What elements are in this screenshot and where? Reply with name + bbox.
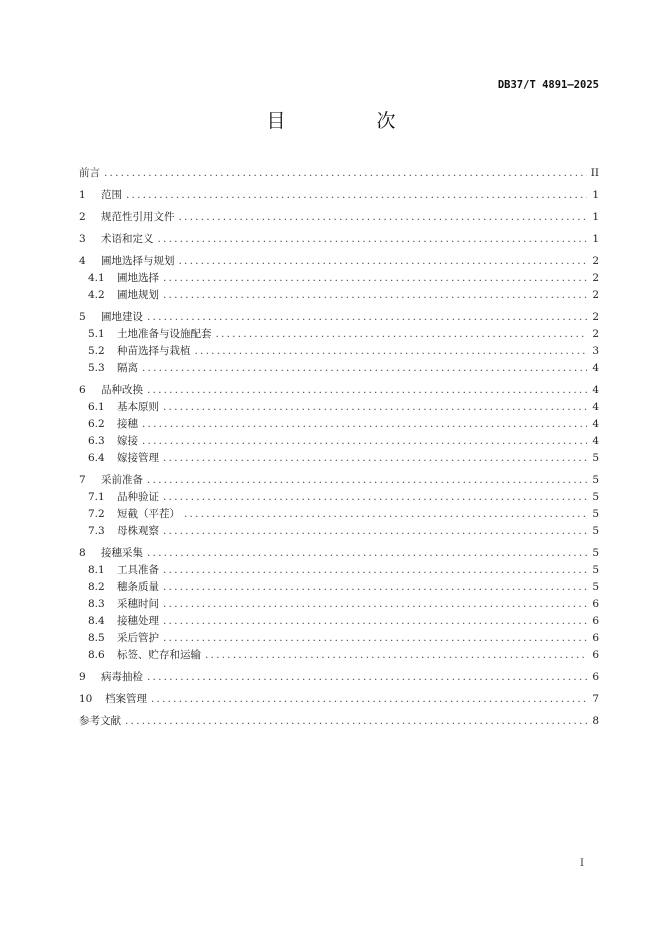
- toc-entry-number: 5.3: [88, 362, 105, 374]
- toc-entry-title[interactable]: 圃地建设: [101, 311, 143, 323]
- toc-entry[interactable]: [79, 399, 599, 416]
- toc-entry-number: 7.1: [88, 491, 105, 503]
- toc-dot-leader: [205, 647, 587, 664]
- toc-entry-number: 8.3: [88, 598, 105, 610]
- toc-entry-number: 8.5: [88, 632, 105, 644]
- toc-entry-number: 2: [79, 211, 86, 223]
- toc-entry-number: 6.1: [88, 401, 105, 413]
- toc-entry-title[interactable]: 圃地选择与规划: [101, 255, 175, 267]
- toc-entry-title[interactable]: 种苗选择与栽植: [117, 345, 191, 357]
- toc-entry-page: 5: [592, 452, 599, 464]
- toc-entry-title[interactable]: 圃地选择: [117, 272, 159, 284]
- toc-entry-page: 1: [592, 211, 599, 223]
- toc-entry[interactable]: [79, 360, 599, 377]
- toc-entry-title[interactable]: 品种验证: [117, 491, 159, 503]
- toc-entry-page: 2: [592, 289, 599, 301]
- toc-entry-title[interactable]: 土地准备与设施配套: [117, 328, 212, 340]
- toc-entry-page: 5: [592, 581, 599, 593]
- toc-dot-leader: [126, 187, 587, 204]
- toc-dot-leader: [163, 630, 587, 647]
- toc-entry-title[interactable]: 采穗时间: [117, 598, 159, 610]
- toc-entry-title[interactable]: 母株观察: [117, 525, 159, 537]
- toc-entry-page: 5: [592, 525, 599, 537]
- toc-entry-title[interactable]: 规范性引用文件: [101, 211, 175, 223]
- toc-entry-number: 6.2: [88, 418, 105, 430]
- toc-entry[interactable]: [79, 647, 599, 664]
- toc-dot-leader: [163, 562, 587, 579]
- toc-entry-number: 7: [79, 474, 86, 486]
- toc-entry-number: 5: [79, 311, 86, 323]
- toc-entry-number: 4: [79, 255, 86, 267]
- toc-entry-title[interactable]: 标签、贮存和运输: [117, 649, 201, 661]
- toc-dot-leader: [163, 613, 587, 630]
- toc-entry-page: 6: [592, 598, 599, 610]
- toc-entry[interactable]: [79, 562, 599, 579]
- toc-entry-title[interactable]: 短截（平茬）: [117, 508, 180, 520]
- toc-dot-leader: [163, 270, 587, 287]
- toc-entry-page: 1: [592, 189, 599, 201]
- toc-entry-page: 4: [592, 418, 599, 430]
- toc-dot-leader: [158, 231, 588, 248]
- toc-entry[interactable]: [79, 450, 599, 467]
- toc-entry-page: 6: [592, 632, 599, 644]
- toc-entry-title[interactable]: 品种改换: [101, 384, 143, 396]
- page-number: I: [580, 858, 584, 869]
- toc-entry-page: II: [590, 167, 599, 179]
- toc-entry[interactable]: [79, 613, 599, 630]
- toc-dot-leader: [125, 713, 587, 730]
- toc-entry-page: 4: [592, 401, 599, 413]
- toc-entry-page: 4: [592, 362, 599, 374]
- toc-entry-number: 7.3: [88, 525, 105, 537]
- toc-entry-page: 6: [592, 615, 599, 627]
- toc-entry-number: 10: [79, 693, 93, 705]
- toc-dot-leader: [147, 309, 587, 326]
- toc-entry-title[interactable]: 范围: [101, 189, 122, 201]
- toc-dot-leader: [147, 545, 587, 562]
- table-of-contents: [79, 165, 599, 730]
- toc-dot-leader: [104, 165, 587, 182]
- toc-entry-page: 5: [592, 547, 599, 559]
- toc-entry-page: 5: [592, 508, 599, 520]
- toc-entry-title[interactable]: 隔离: [117, 362, 138, 374]
- toc-dot-leader: [147, 472, 587, 489]
- toc-dot-leader: [163, 579, 587, 596]
- toc-dot-leader: [142, 433, 587, 450]
- toc-dot-leader: [147, 382, 587, 399]
- toc-entry[interactable]: [79, 545, 599, 562]
- toc-entry-number: 6: [79, 384, 86, 396]
- toc-entry-title[interactable]: 嫁接管理: [117, 452, 159, 464]
- toc-entry[interactable]: [79, 669, 599, 686]
- toc-entry-page: 6: [592, 649, 599, 661]
- toc-entry-page: 5: [592, 491, 599, 503]
- toc-entry-title[interactable]: 工具准备: [117, 564, 159, 576]
- toc-entry[interactable]: [79, 579, 599, 596]
- toc-entry[interactable]: [79, 343, 599, 360]
- document-code: DB37/T 4891—2025: [497, 79, 599, 91]
- toc-entry[interactable]: [79, 270, 599, 287]
- toc-dot-leader: [195, 343, 588, 360]
- toc-entry-number: 1: [79, 189, 86, 201]
- toc-entry-number: 8.1: [88, 564, 105, 576]
- toc-dot-leader: [142, 360, 587, 377]
- toc-entry-page: 1: [592, 233, 599, 245]
- toc-entry-page: 6: [592, 671, 599, 683]
- toc-entry-page: 2: [592, 311, 599, 323]
- toc-dot-leader: [179, 209, 588, 226]
- toc-entry-page: 4: [592, 384, 599, 396]
- toc-entry-title[interactable]: 接穗: [117, 418, 138, 430]
- toc-entry-title[interactable]: 术语和定义: [101, 233, 154, 245]
- toc-dot-leader: [184, 506, 587, 523]
- toc-entry-page: 3: [592, 345, 599, 357]
- toc-entry-title[interactable]: 档案管理: [105, 693, 147, 705]
- toc-entry[interactable]: [79, 713, 599, 730]
- toc-entry[interactable]: [79, 416, 599, 433]
- toc-entry-number: 8: [79, 547, 86, 559]
- toc-entry[interactable]: [79, 187, 599, 204]
- toc-dot-leader: [163, 489, 587, 506]
- toc-entry-number: 3: [79, 233, 86, 245]
- toc-entry-page: 2: [592, 255, 599, 267]
- toc-entry[interactable]: [79, 506, 599, 523]
- toc-entry-number: 6.3: [88, 435, 105, 447]
- toc-entry-title[interactable]: 穗条质量: [117, 581, 159, 593]
- toc-entry[interactable]: [79, 433, 599, 450]
- toc-entry-title[interactable]: 圃地规划: [117, 289, 159, 301]
- toc-entry[interactable]: [79, 596, 599, 613]
- toc-entry-page: 7: [592, 693, 599, 705]
- toc-entry-page: 8: [592, 715, 599, 727]
- toc-entry-page: 2: [592, 328, 599, 340]
- toc-entry-page: 5: [592, 474, 599, 486]
- page-title: 目 次: [266, 110, 432, 132]
- toc-entry[interactable]: [79, 382, 599, 399]
- toc-dot-leader: [142, 416, 587, 433]
- toc-entry[interactable]: [79, 630, 599, 647]
- toc-dot-leader: [163, 287, 587, 304]
- toc-entry[interactable]: [79, 253, 599, 270]
- toc-entry-number: 5.1: [88, 328, 105, 340]
- toc-entry-title[interactable]: 病毒抽检: [101, 671, 143, 683]
- toc-entry[interactable]: [79, 165, 599, 182]
- toc-entry-number: 4.2: [88, 289, 105, 301]
- toc-entry-title[interactable]: 参考文献: [79, 715, 121, 727]
- toc-entry[interactable]: [79, 309, 599, 326]
- toc-entry-title[interactable]: 前言: [79, 167, 100, 179]
- toc-entry-number: 4.1: [88, 272, 105, 284]
- toc-dot-leader: [163, 399, 587, 416]
- toc-entry-title[interactable]: 接穗采集: [101, 547, 143, 559]
- toc-entry[interactable]: [79, 209, 599, 226]
- toc-dot-leader: [179, 253, 588, 270]
- toc-entry[interactable]: [79, 472, 599, 489]
- toc-entry-number: 8.6: [88, 649, 105, 661]
- toc-entry[interactable]: [79, 691, 599, 708]
- toc-entry-number: 8.4: [88, 615, 105, 627]
- toc-entry-title[interactable]: 采后管护: [117, 632, 159, 644]
- toc-dot-leader: [163, 523, 587, 540]
- toc-entry-number: 7.2: [88, 508, 105, 520]
- toc-entry[interactable]: [79, 523, 599, 540]
- toc-entry-title[interactable]: 接穗处理: [117, 615, 159, 627]
- toc-dot-leader: [151, 691, 587, 708]
- toc-entry-number: 6.4: [88, 452, 105, 464]
- toc-dot-leader: [147, 669, 587, 686]
- toc-entry[interactable]: [79, 231, 599, 248]
- toc-entry-page: 5: [592, 564, 599, 576]
- toc-entry-page: 2: [592, 272, 599, 284]
- toc-entry-title[interactable]: 基本原则: [117, 401, 159, 413]
- toc-entry-page: 4: [592, 435, 599, 447]
- toc-entry[interactable]: [79, 326, 599, 343]
- toc-entry-number: 5.2: [88, 345, 105, 357]
- toc-entry[interactable]: [79, 489, 599, 506]
- toc-dot-leader: [163, 450, 587, 467]
- toc-entry-number: 9: [79, 671, 86, 683]
- toc-entry-title[interactable]: 嫁接: [117, 435, 138, 447]
- toc-dot-leader: [216, 326, 588, 343]
- toc-dot-leader: [163, 596, 587, 613]
- toc-entry-title[interactable]: 采前准备: [101, 474, 143, 486]
- toc-entry-number: 8.2: [88, 581, 105, 593]
- toc-entry[interactable]: [79, 287, 599, 304]
